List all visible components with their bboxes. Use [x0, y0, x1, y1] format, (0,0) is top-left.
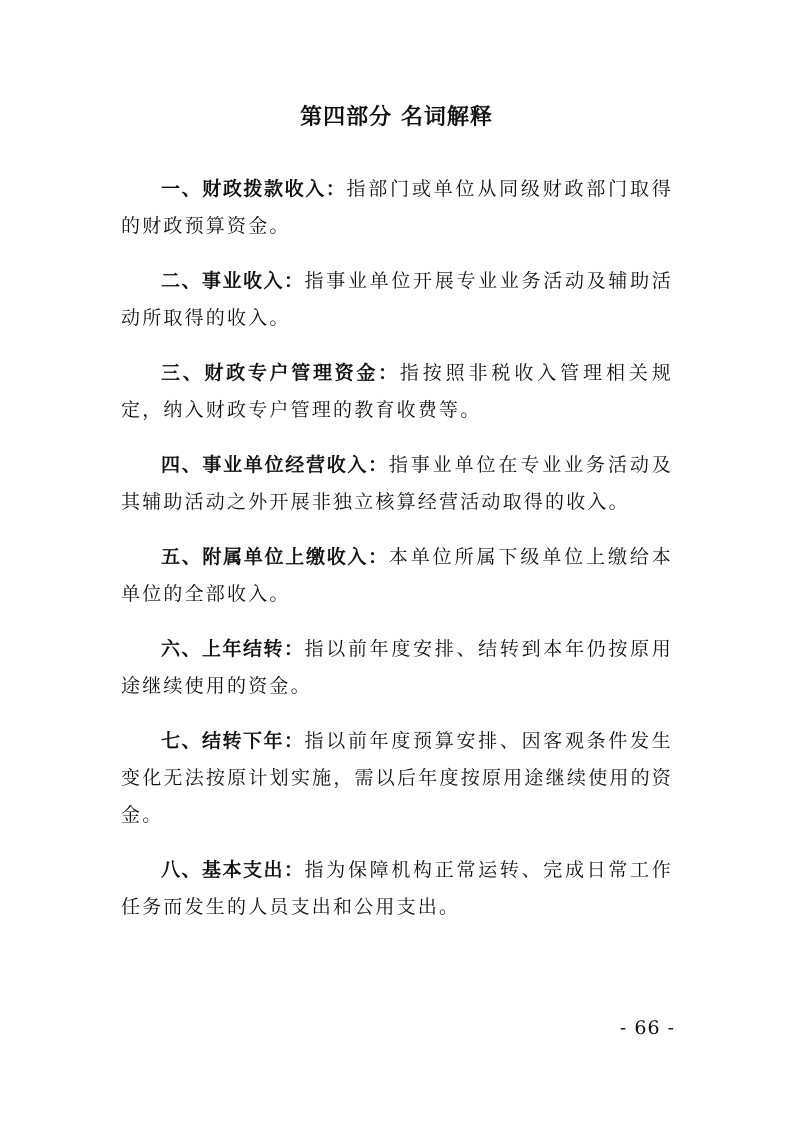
term-name: 四、事业单位经营收入：: [161, 454, 389, 476]
term-name: 三、财政专户管理资金：: [161, 362, 400, 384]
page-title: 第四部分 名词解释: [300, 105, 493, 130]
term-definition: 指为保障机构正常运转、完成日常工作任务而发生的人员支出和公用支出。: [121, 859, 673, 918]
term-name: 七、结转下年：: [161, 730, 305, 752]
term-item: [121, 447, 673, 521]
term-name: 一、财政拨款收入：: [161, 178, 347, 200]
term-definition: 指部门或单位从同级财政部门取得的财政预算资金。: [121, 178, 673, 237]
term-item: [121, 631, 673, 705]
term-name: 二、事业收入：: [161, 270, 305, 292]
term-item: [121, 263, 673, 337]
term-list: [121, 171, 673, 944]
term-item: [121, 539, 673, 613]
term-definition: 指以前年度预算安排、因客观条件发生变化无法按原计划实施，需以后年度按原用途继续使用的资金。: [121, 730, 673, 826]
term-item: [121, 171, 673, 245]
term-item: [121, 852, 673, 926]
term-name: 六、上年结转：: [161, 638, 305, 660]
term-definition: 指事业单位开展专业业务活动及辅助活动所取得的收入。: [121, 270, 673, 329]
term-definition: 本单位所属下级单位上缴给本单位的全部收入。: [121, 546, 673, 605]
term-item: [121, 355, 673, 429]
term-name: 八、基本支出：: [161, 859, 305, 881]
term-definition: 指按照非税收入管理相关规定，纳入财政专户管理的教育收费等。: [121, 362, 673, 421]
term-definition: 指事业单位在专业业务活动及其辅助活动之外开展非独立核算经营活动取得的收入。: [121, 454, 673, 513]
term-item: [121, 723, 673, 834]
term-name: 五、附属单位上缴收入：: [161, 546, 389, 568]
term-definition: 指以前年度安排、结转到本年仍按原用途继续使用的资金。: [121, 638, 673, 697]
page-number: - 66 -: [619, 1017, 675, 1039]
